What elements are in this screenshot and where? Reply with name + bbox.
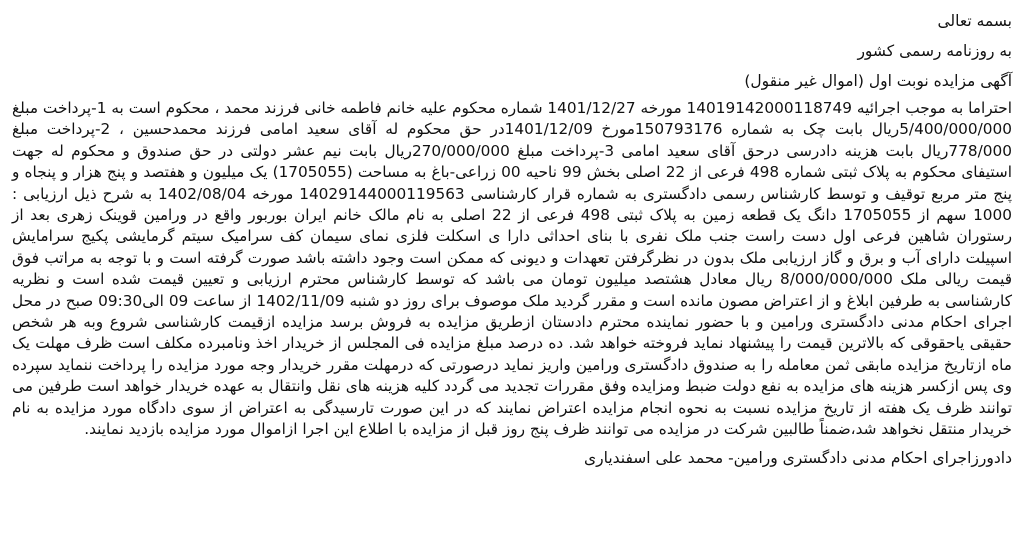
signature-line: دادورزاجرای احکام مدنی دادگستری ورامین- محمد علی اسفندیاری [583, 448, 1012, 467]
basmala-heading: بسمه تعالی [937, 12, 1012, 30]
notice-title: آگهی مزایده نوبت اول (اموال غیر منقول) [744, 72, 1012, 90]
newspaper-recipient: به روزنامه رسمی کشور [857, 42, 1012, 60]
notice-body: احتراما به موجب اجرائیه 14019142000118749 مورخه 1401/12/27 شماره محکوم علیه خانم فاطمه خانی فرزند محمد ، محکوم است به 1-پرداخت مبلغ 5/400/000/000ریال بابت چک به شماره 150793176مورخ 1401/12/09در حق محکوم له آقای سعید امامی فرزند محمدحسین ، 2-پرداخت مبلغ 778/000ریال بابت هزینه دادرسی درحق آقای سعید امامی 3-پرداخت مبلغ 270/000/000ریال بابت نیم عشر دولتی در حق صندوق و محکوم له جهت استیفای محکوم به پلاک ثبتی شماره 498 فرعی از 22 اصلی بخش 99 ناحیه 00 زراعی-باغ به مساحت (1705055) یک میلیون و هفتصد و پنج هزار و پنجاه و پنج متر مربع توقیف و توسط کارشناس رسمی دادگستری به شماره قرار کارشناسی 14029144000119563 مورخه 1402/08/04 به شرح ذیل ارزیابی : 1000 سهم از 1705055 دانگ یک قطعه زمین به پلاک ثبتی 498 فرعی از 22 اصلی به نام مالک خانم ایران بوربور واقع در ورامین قوینک زهری بعد از رستوران شاهین فرعی اول دست راست جنب ملک نفری با بنای احداثی دارا ی اسکلت فلزی نمای سیمان کف سرامیک سیتم گرمایشی پکیج سرامایش اسپیلت دارای آب و برق و گاز ارزیابی ملک بدون در نظرگرفتن تعهدات و دیونی که ممکن است وجود داشته باشد صورت گرفته است و با توجه به مراتب فوق قیمت ریالی ملک 8/000/000/000 ریال معادل هشتصد میلیون تومان می باشد که توسط کارشناس محترم ارزیابی و تعیین قیمت شده است و نظریه کارشناسی به طرفین ابلاغ و از اعتراض مصون مانده است و مقرر گردید ملک موصوف برای روز دو شنبه 1402/11/09 از ساعت 09 الی09:30 صبح در محل اجرای احکام مدنی دادگستری ورامین و با حضور نماینده محترم دادستان ازطریق مزایده به فروش برسد مزایده ازقیمت کارشناسی شروع وبه هر شخص حقیقی یاحقوقی که بالاترین قیمت را پیشنهاد نماید فروخته خواهد شد. ده درصد مبلغ مزایده فی المجلس از خریدار اخذ ونامبرده مکلف است ظرف مهلت یک ماه ازتاریخ مزایده مابقی ثمن معامله را به صندوق دادگستری ورامین واریز نماید درصورتی که درمهلت مقرر خریدار وجه مورد مزایده را پرداخت ننماید سپرده وی پس ازکسر هزینه های مزایده به نفع دولت ضبط ومزایده وفق مقررات تجدید می گردد کلیه هزینه های نقل وانتقال به عهده خریدار خواهد است طرفین می توانند ظرف یک هفته از تاریخ مزایده نسبت به نحوه انجام مزایده اعتراض نمایند که در این صورت تارسیدگی به اعتراض از سوی دادگاه مورد مزایده به نام خریدار منتقل نخواهد شد،ضمناً طالبین شرکت در مزایده می توانند ظرف پنج روز قبل از مزایده با اطلاع این اجرا ازاموال مورد مزایده بازدید نمایند. [12, 99, 1013, 439]
